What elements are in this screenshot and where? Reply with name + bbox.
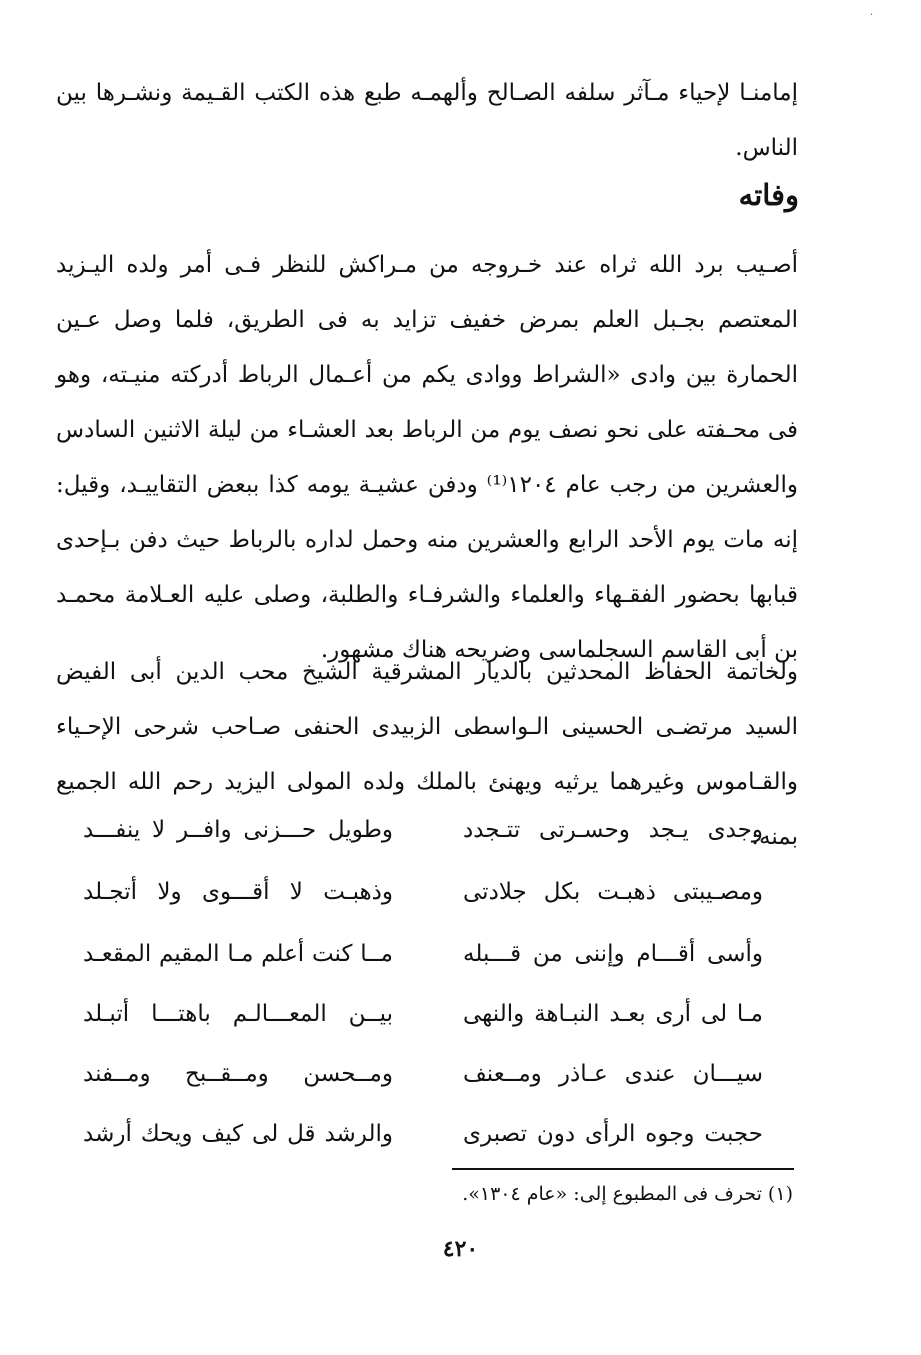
verse-second-hemistich: وذهبـت لا أقـــوى ولا أتجـلد [83, 879, 393, 905]
verse-first-hemistich: وجدى يـجد وحسـرتى تتـجدد [463, 817, 763, 843]
page-number: ٤٢٠ [442, 1236, 479, 1262]
poem-verse [0, 872, 921, 912]
verse-second-hemistich: مــا كنت أعلم مـا المقيم المقعـد [83, 941, 393, 967]
opening-paragraph: إمامنـا لإحياء مـآثر سلفه الصـالح وألهمـه طبع هذه الكتب القـيمة ونشـرها بين الناس. [56, 80, 798, 161]
verse-first-hemistich: سيـــان عندى عـاذر ومــعنف [463, 1061, 763, 1087]
poem-verse [0, 1054, 921, 1094]
verse-first-hemistich: وأسى أقـــام وإننى من قـــبله [463, 941, 763, 967]
verse-first-hemistich: مـا لى أرى بعـد النبـاهة والنهى [463, 1001, 763, 1027]
footnote-divider [452, 1168, 794, 1170]
verse-first-hemistich: حجبت وجوه الرأى دون تصبرى [463, 1121, 763, 1147]
verse-second-hemistich: وطويل حـــزنى وافــر لا ينفـــد [83, 817, 393, 843]
verse-second-hemistich: والرشد قل لى كيف ويحك أرشد [83, 1121, 393, 1147]
footnote: (١) تحرف فى المطبوع إلى: «عام ١٣٠٤». [462, 1183, 793, 1205]
verse-second-hemistich: بيــن المعـــالـم باهتـــا أتبـلد [83, 1001, 393, 1027]
poem-verse [0, 810, 921, 850]
section-heading: وفاته [738, 178, 799, 212]
poem-verse [0, 934, 921, 974]
verse-first-hemistich: ومصـيبتى ذهبـت بكل جلادتى [463, 879, 763, 905]
poem-verse [0, 994, 921, 1034]
elegy-intro-paragraph: ولخاتمة الحفاظ المحدثين بالديار المشرقية الشيخ محب الدين أبى الفيض السيد مرتضـى الحسينى الـواسطى الزبيدى الحنفى صـاحب شرحى الإحـياء والقـاموس وغيرهما يرثيه ويهنئ بالملك ولده المولى اليزيد رحم الله الجميع بمنه: [56, 659, 798, 850]
verse-second-hemistich: ومــحسن ومــقــبح ومــفند [83, 1061, 393, 1087]
death-paragraph: أصـيب برد الله ثراه عند خـروجه من مـراكش للنظر فـى أمر ولده اليـزيد المعتصم بجـبل العلم بمرض خفيف تزايد به فى الطريق، فلما وصل عـين الحمارة بين وادى «الشراط ووادى يكم من أعـمال الرباط أدركته منيـته، وهو فى محـفته على نحو نصف يوم من الرباط بعد العشـاء من ليلة الاثنين السادس والعشرين من رجب عام ١٢٠٤⁽¹⁾ ودفن عشيـة يومه كذا ببعض التقاييـد، وقيل: إنه مات يوم الأحد الرابع والعشرين منه وحمل لداره بالرباط حيث دفن بـإحدى قبابها بحضور الفقـهاء والعلماء والشرفـاء والطلبة، وصلى عليه العـلامة محمـد بن أبى القاسم السجلماسى وضريحه هناك مشهور. [56, 252, 798, 663]
scan-speck: · [870, 10, 874, 21]
poem-verse [0, 1114, 921, 1154]
